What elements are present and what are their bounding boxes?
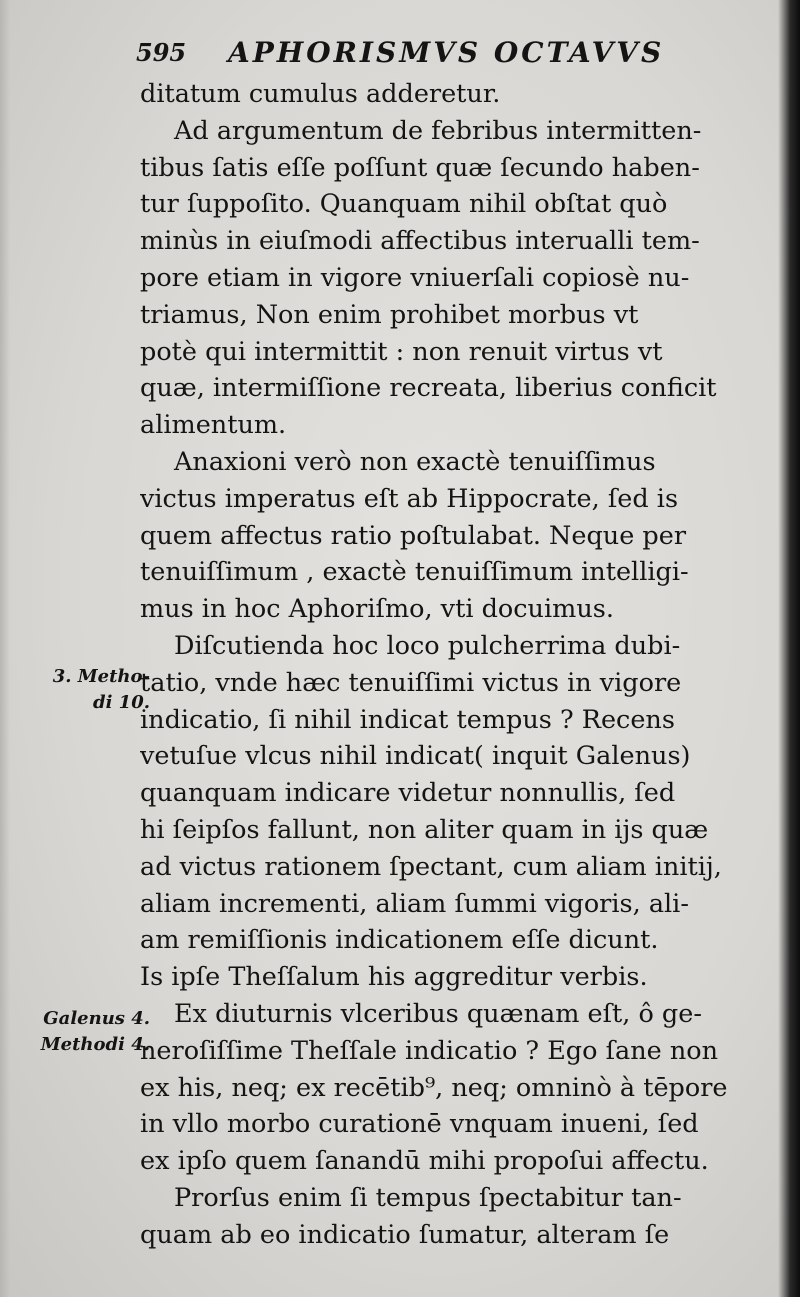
text-line: Anaxioni verò non exactè tenuiſſimus <box>174 446 656 477</box>
margin-note-line: di 10. <box>92 692 150 713</box>
text-line: potè qui intermittit : non renuit virtus vt <box>140 336 663 367</box>
body-text <box>140 76 740 1254</box>
text-line: ex ipſo quem ſanandū mihi propoſui affectu. <box>140 1146 709 1177</box>
running-title: APHORISMVS OCTAVVS <box>228 36 665 69</box>
text-line: minùs in eiuſmodi affectibus interualli tem- <box>140 226 700 257</box>
text-line: Diſcutienda hoc loco pulcherrima dubi- <box>174 630 681 661</box>
text-line: ditatum cumulus adderetur. <box>140 79 501 109</box>
margin-note-line: Methodi 4. <box>40 1034 150 1055</box>
text-line: Prorſus enim ſi tempus ſpectabitur tan- <box>174 1182 682 1213</box>
text-line: tur ſuppoſito. Quanquam nihil obſtat quò <box>140 189 668 220</box>
text-line: Is ipſe Theſſalum his aggreditur verbis. <box>140 962 648 993</box>
margin-note-line: Galenus 4. <box>43 1008 150 1029</box>
text-line: pore etiam in vigore vniuerſali copiosè nu- <box>140 262 690 293</box>
text-line: in vllo morbo curationē vnquam inueni, ſed <box>140 1109 699 1140</box>
text-line: mus in hoc Aphoriſmo, vti docuimus. <box>140 594 614 625</box>
text-line: tatio, vnde hæc tenuiſſimi victus in vigore <box>140 667 682 698</box>
page-gutter-shadow <box>778 0 800 1297</box>
text-line: quanquam indicare videtur nonnullis, ſed <box>140 778 676 809</box>
text-line: quam ab eo indicatio ſumatur, alteram ſe <box>140 1219 670 1250</box>
page-number: 595 <box>136 38 187 67</box>
text-line: vetuſue vlcus nihil indicat( inquit Galenus) <box>140 741 691 772</box>
text-line: victus imperatus eſt ab Hippocrate, ſed is <box>140 483 679 514</box>
margin-note-galenus <box>32 1006 150 1058</box>
text-line: am remiſſionis indicationem eſſe dicunt. <box>140 925 659 956</box>
text-line: tibus ſatis eſſe poſſunt quæ ſecundo haben- <box>140 152 700 183</box>
text-line: Ex diuturnis vlceribus quænam eſt, ô ge- <box>174 998 702 1029</box>
text-line: ex his, neq; ex recētib⁹, neq; omninò à tēpore <box>140 1072 728 1103</box>
text-line: alimentum. <box>140 410 287 441</box>
text-line: aliam incrementi, aliam ſummi vigoris, ali- <box>140 888 689 919</box>
text-line: Ad argumentum de febribus intermitten- <box>174 115 702 146</box>
text-line: hi ſeipſos fallunt, non aliter quam in ijs quæ <box>140 814 709 845</box>
margin-note-methodi-10 <box>32 664 150 716</box>
text-line: neroſiſſime Theſſale indicatio ? Ego ſane non <box>140 1035 719 1066</box>
text-line: quem affectus ratio poſtulabat. Neque per <box>140 520 687 551</box>
text-line: indicatio, ſi nihil indicat tempus ? Recens <box>140 704 675 735</box>
page-header <box>136 38 736 74</box>
text-line: triamus, Non enim prohibet morbus vt <box>140 299 639 330</box>
text-line: tenuiſſimum , exactè tenuiſſimum intelligi- <box>140 557 689 588</box>
page-left-edge <box>0 0 10 1297</box>
text-line: quæ, intermiſſione recreata, liberius conficit <box>140 373 717 404</box>
text-line: ad victus rationem ſpectant, cum aliam initij, <box>140 851 722 882</box>
margin-note-line: 3. Metho- <box>52 666 150 687</box>
